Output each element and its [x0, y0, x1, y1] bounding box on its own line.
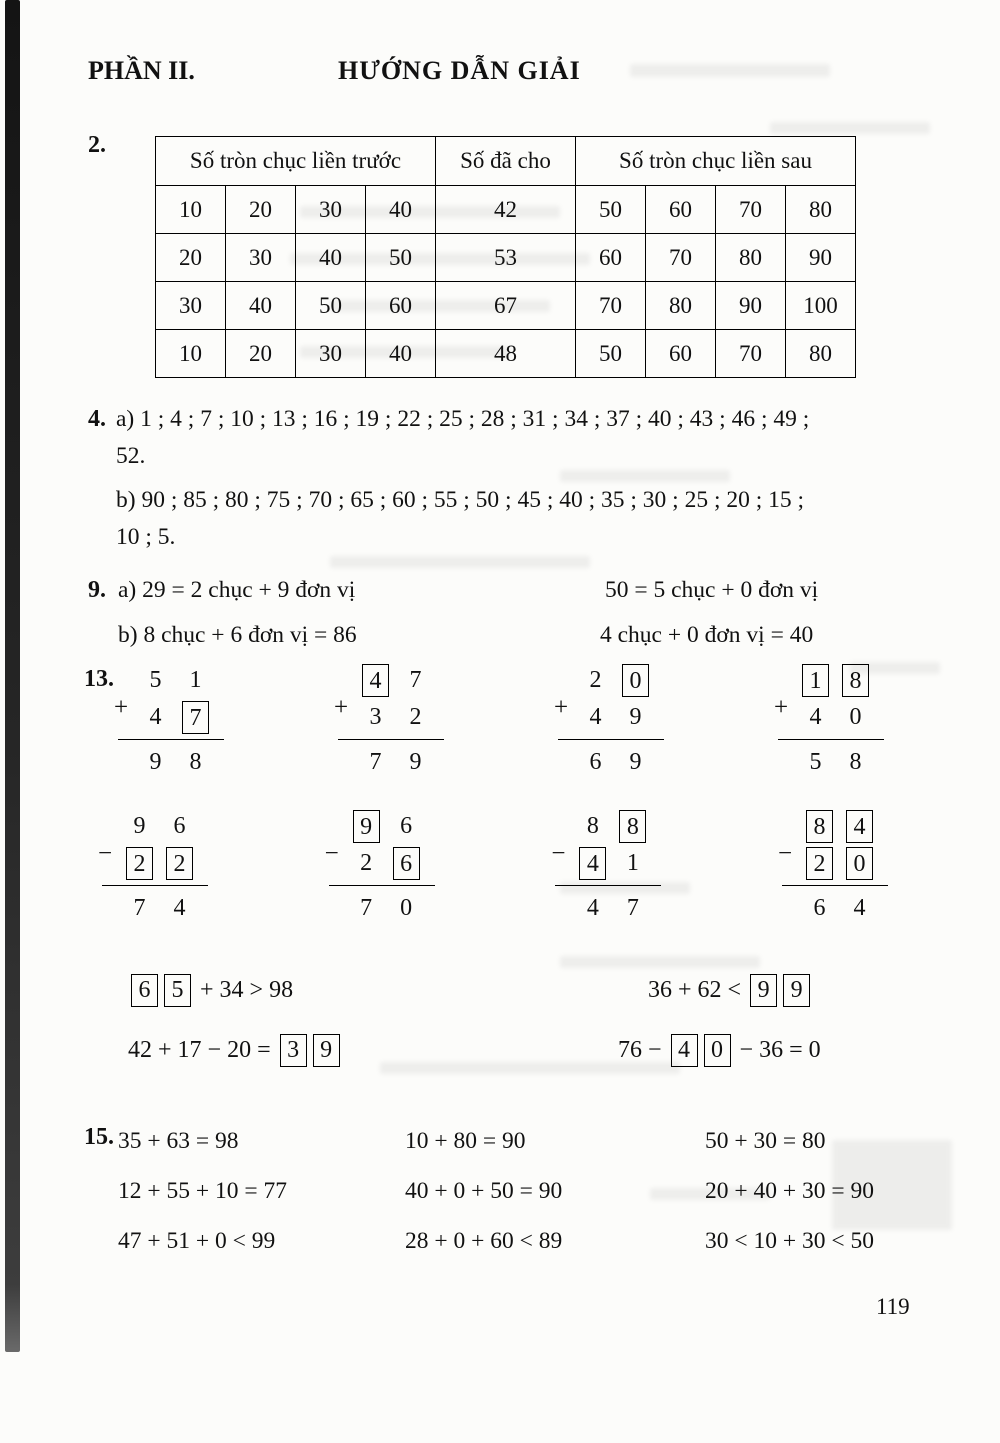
col-header-before: Số tròn chục liền trước	[156, 137, 436, 186]
digit: 2	[589, 667, 602, 693]
table-header-row	[156, 137, 856, 186]
digit: 7	[626, 895, 639, 921]
page-number: 119	[876, 1294, 910, 1319]
digit: 4	[589, 704, 602, 730]
problem-9b-right: 4 chục + 0 đơn vị = 40	[600, 622, 814, 648]
boxed-digit: 2	[806, 847, 833, 880]
problem-9a-right: 50 = 5 chục + 0 đơn vị	[605, 577, 819, 603]
expression-text: − 36 = 0	[733, 1036, 821, 1063]
digit-row	[142, 699, 224, 736]
vertical-problem	[772, 662, 884, 781]
digit-row	[579, 808, 661, 845]
digit: 9	[133, 813, 146, 839]
digit-row	[126, 808, 208, 845]
inline-expression-3	[128, 1032, 343, 1068]
digit-row	[353, 808, 435, 845]
sequence-a-line-1: a) 1 ; 4 ; 7 ; 10 ; 13 ; 16 ; 19 ; 22 ; 25 ; 28 ; 31 ; 34 ; 37 ; 40 ; 43 ; 46 ; 49 ;	[116, 406, 810, 432]
digit: 5	[809, 749, 822, 775]
digit-row	[362, 744, 444, 781]
digit: 2	[409, 704, 422, 730]
round-number-cell: 60	[576, 234, 646, 282]
digit-row	[802, 699, 884, 736]
boxed-digit: 6	[393, 847, 420, 880]
digit: 9	[149, 749, 162, 775]
digit: 9	[629, 704, 642, 730]
vertical-problem	[323, 808, 435, 927]
round-number-cell: 90	[786, 234, 856, 282]
sequence-b-line-2: 10 ; 5.	[116, 524, 176, 550]
bleed-through-smudge	[560, 470, 730, 482]
digit: 7	[360, 895, 373, 921]
round-number-cell: 50	[366, 234, 436, 282]
digit: 0	[400, 895, 413, 921]
sum-line	[118, 739, 224, 740]
vertical-problem	[112, 662, 224, 781]
given-number-cell: 42	[436, 186, 576, 234]
operator-sign: −	[551, 840, 566, 867]
digit-row	[582, 662, 664, 699]
digit: 6	[400, 813, 413, 839]
digit-row	[126, 890, 208, 927]
problem-4-label: 4.	[88, 406, 106, 432]
col-header-after: Số tròn chục liền sau	[576, 137, 856, 186]
bleed-through-smudge	[770, 122, 930, 134]
round-number-cell: 30	[296, 330, 366, 378]
boxed-digit: 0	[846, 847, 873, 880]
round-number-cell: 50	[576, 186, 646, 234]
boxed-digit: 0	[704, 1034, 731, 1067]
equation: 30 < 10 + 30 < 50	[705, 1228, 875, 1254]
digit: 4	[853, 895, 866, 921]
round-number-cell: 40	[226, 282, 296, 330]
digit: 4	[149, 704, 162, 730]
section-label: PHẦN II.	[88, 56, 195, 85]
given-number-cell: 67	[436, 282, 576, 330]
digit: 4	[809, 704, 822, 730]
sequence-a-line-2: 52.	[116, 443, 146, 469]
bleed-through-smudge	[330, 556, 590, 568]
boxed-digit: 9	[750, 974, 777, 1007]
sum-line	[782, 885, 888, 886]
round-number-cell: 30	[296, 186, 366, 234]
operator-sign: +	[774, 694, 789, 721]
boxed-digit: 5	[164, 974, 191, 1007]
boxed-digit: 2	[166, 847, 193, 880]
inline-expression-2	[648, 972, 813, 1008]
vertical-problem	[332, 662, 444, 781]
digit: 8	[849, 749, 862, 775]
digit: 5	[149, 667, 162, 693]
table-row	[156, 282, 856, 330]
page-title: HƯỚNG DẪN GIẢI	[338, 56, 581, 85]
digit: 6	[813, 895, 826, 921]
digit: 7	[409, 667, 422, 693]
vertical-problem	[96, 808, 208, 927]
digit: 8	[586, 813, 599, 839]
boxed-digit: 6	[131, 974, 158, 1007]
digit-row	[126, 845, 208, 882]
scan-edge-strip	[5, 0, 20, 1352]
digit: 8	[189, 749, 202, 775]
sum-line	[338, 739, 444, 740]
operator-sign: −	[777, 840, 793, 867]
round-number-cell: 10	[156, 186, 226, 234]
digit: 1	[626, 850, 639, 876]
digit-row	[142, 744, 224, 781]
round-number-cell: 20	[156, 234, 226, 282]
digit-row	[802, 662, 884, 699]
sum-line	[778, 739, 884, 740]
equation: 35 + 63 = 98	[118, 1128, 239, 1154]
round-number-cell: 20	[226, 186, 296, 234]
expression-text: 76 −	[618, 1036, 668, 1063]
boxed-digit: 0	[622, 664, 649, 697]
digit-row	[806, 845, 888, 882]
table-row	[156, 186, 856, 234]
boxed-digit: 9	[353, 810, 380, 843]
bleed-through-smudge	[630, 64, 830, 77]
round-number-cell: 30	[226, 234, 296, 282]
problem-9-label: 9.	[88, 577, 106, 603]
round-number-cell: 40	[366, 186, 436, 234]
round-number-cell: 40	[366, 330, 436, 378]
digit-row	[362, 662, 444, 699]
digit-row	[582, 744, 664, 781]
round-number-cell: 10	[156, 330, 226, 378]
sum-line	[558, 739, 664, 740]
equation: 50 + 30 = 80	[705, 1128, 826, 1154]
digit: 2	[360, 850, 373, 876]
round-number-cell: 80	[646, 282, 716, 330]
vertical-problems-row-2	[96, 808, 888, 927]
digit-row	[353, 845, 435, 882]
problem-9b-left: b) 8 chục + 6 đơn vị = 86	[118, 622, 357, 648]
round-number-cell: 100	[786, 282, 856, 330]
round-number-cell: 70	[646, 234, 716, 282]
digit-row	[806, 808, 888, 845]
equation: 28 + 0 + 60 < 89	[405, 1228, 563, 1254]
boxed-digit: 4	[579, 847, 606, 880]
boxed-digit: 8	[806, 810, 833, 843]
round-number-cell: 80	[716, 234, 786, 282]
inline-expression-1	[128, 972, 293, 1008]
boxed-digit: 9	[783, 974, 810, 1007]
boxed-digit: 8	[842, 664, 869, 697]
table-row	[156, 330, 856, 378]
operator-sign: +	[114, 694, 129, 721]
boxed-digit: 8	[619, 810, 646, 843]
round-number-cell: 60	[366, 282, 436, 330]
vertical-problem	[776, 808, 888, 927]
given-number-cell: 53	[436, 234, 576, 282]
round-number-cell: 30	[156, 282, 226, 330]
vertical-problems-row-1	[112, 662, 884, 781]
round-number-cell: 60	[646, 186, 716, 234]
problem-15-grid	[118, 1124, 908, 1258]
equation: 10 + 80 = 90	[405, 1128, 526, 1154]
digit-row	[579, 845, 661, 882]
round-number-cell: 70	[716, 186, 786, 234]
vertical-problem	[552, 662, 664, 781]
operator-sign: +	[554, 694, 569, 721]
equation: 47 + 51 + 0 < 99	[118, 1228, 276, 1254]
sequence-b-line-1: b) 90 ; 85 ; 80 ; 75 ; 70 ; 65 ; 60 ; 55 ; 50 ; 45 ; 40 ; 35 ; 30 ; 25 ; 20 ; 15 ;	[116, 487, 805, 513]
digit: 4	[173, 895, 186, 921]
digit-row	[142, 662, 224, 699]
round-number-cell: 20	[226, 330, 296, 378]
operator-sign: −	[324, 840, 339, 867]
expression-text: + 34 > 98	[194, 976, 294, 1003]
boxed-digit: 4	[671, 1034, 698, 1067]
digit: 3	[369, 704, 382, 730]
sum-line	[555, 885, 661, 886]
round-number-cell: 70	[716, 330, 786, 378]
round-number-cell: 90	[716, 282, 786, 330]
round-number-cell: 80	[786, 330, 856, 378]
digit: 9	[409, 749, 422, 775]
bleed-through-smudge	[560, 956, 760, 968]
boxed-digit: 3	[280, 1034, 307, 1067]
rounding-table	[155, 136, 856, 378]
boxed-digit: 7	[182, 701, 209, 734]
expression-text: 36 + 62 <	[648, 976, 748, 1003]
digit-row	[582, 699, 664, 736]
sum-line	[102, 885, 208, 886]
boxed-digit: 2	[126, 847, 153, 880]
rounding-table-body	[156, 186, 856, 378]
digit-row	[353, 890, 435, 927]
col-header-given: Số đã cho	[436, 137, 576, 186]
problem-2-label: 2.	[88, 132, 106, 158]
boxed-digit: 9	[313, 1034, 340, 1067]
round-number-cell: 50	[296, 282, 366, 330]
digit: 7	[133, 895, 146, 921]
digit: 4	[586, 895, 599, 921]
equation: 12 + 55 + 10 = 77	[118, 1178, 288, 1204]
equation: 20 + 40 + 30 = 90	[705, 1178, 875, 1204]
digit-row	[806, 890, 888, 927]
equation: 40 + 0 + 50 = 90	[405, 1178, 563, 1204]
problem-9a-left: a) 29 = 2 chục + 9 đơn vị	[118, 577, 356, 603]
problem-13-label: 13.	[84, 666, 114, 692]
round-number-cell: 40	[296, 234, 366, 282]
digit-row	[362, 699, 444, 736]
boxed-digit: 4	[362, 664, 389, 697]
problem-15-label: 15.	[84, 1124, 114, 1150]
digit: 1	[189, 667, 202, 693]
inline-expression-4	[618, 1032, 821, 1068]
operator-sign: +	[334, 694, 349, 721]
boxed-digit: 1	[802, 664, 829, 697]
boxed-digit: 4	[846, 810, 873, 843]
round-number-cell: 50	[576, 330, 646, 378]
digit-row	[579, 890, 661, 927]
round-number-cell: 80	[786, 186, 856, 234]
sum-line	[329, 885, 435, 886]
table-row	[156, 234, 856, 282]
expression-text: 42 + 17 − 20 =	[128, 1036, 277, 1063]
vertical-problem	[549, 808, 661, 927]
operator-sign: −	[98, 840, 113, 867]
digit: 6	[589, 749, 602, 775]
digit: 6	[173, 813, 186, 839]
digit: 7	[369, 749, 382, 775]
digit-row	[802, 744, 884, 781]
round-number-cell: 70	[576, 282, 646, 330]
digit: 0	[849, 704, 862, 730]
round-number-cell: 60	[646, 330, 716, 378]
digit: 9	[629, 749, 642, 775]
given-number-cell: 48	[436, 330, 576, 378]
